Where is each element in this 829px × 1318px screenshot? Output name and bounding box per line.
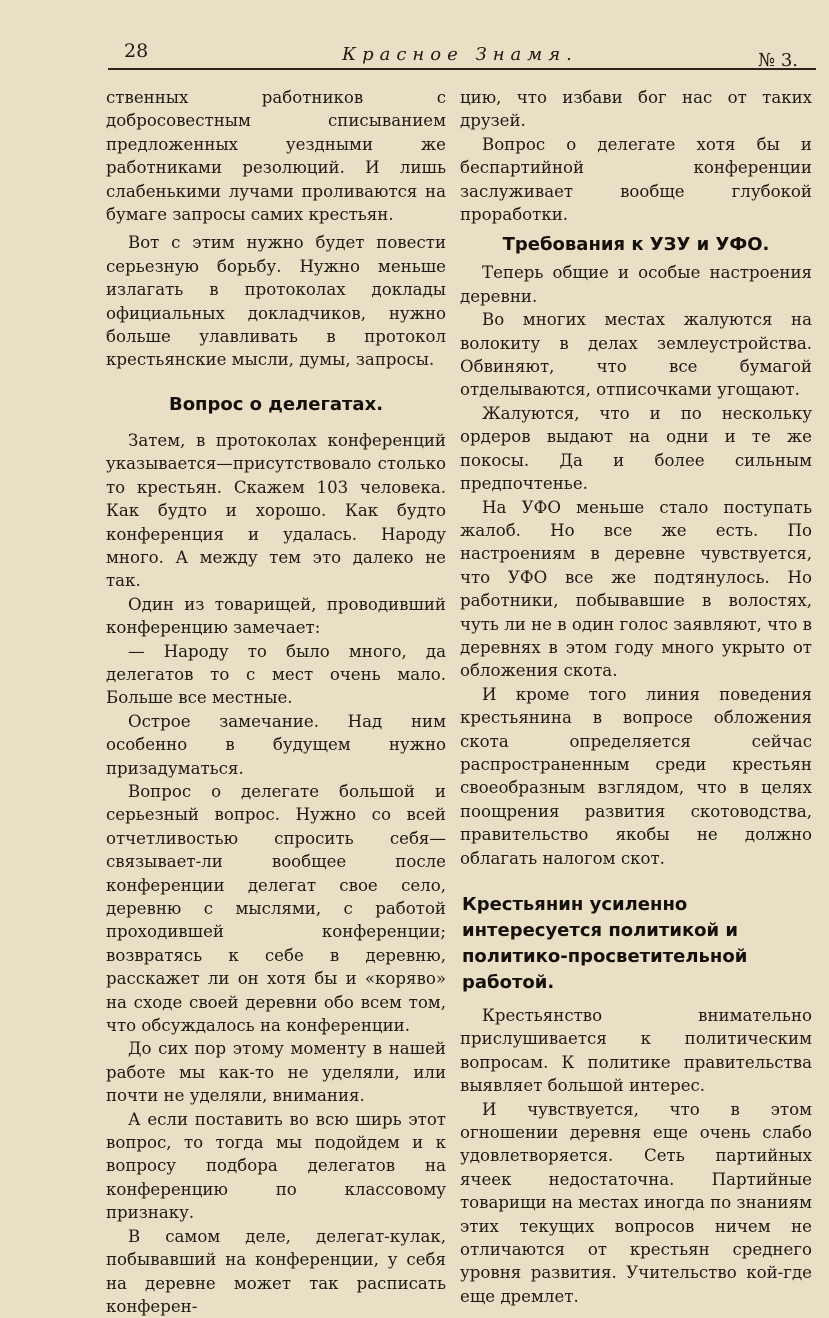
- section-heading: Требования к УЗУ и УФО.: [502, 234, 770, 256]
- paragraph: Острое замечание. Над ним особенно в будущем нужно призадуматься.: [106, 711, 446, 778]
- paragraph: Затем, в протоколах конференций указывается—присутствовало столько то крестьян. Скажем 103 человека. Как будто и хорошо. Как будто конференция и удалась. Народу много. А между тем это далеко не так.: [106, 430, 446, 591]
- paragraph: А если поставить во всю ширь этот вопрос, то тогда мы подойдем и к вопросу подбора делегатов на конференцию по классовому признаку.: [106, 1109, 446, 1223]
- paragraph: Теперь общие и особые настроения деревни.: [460, 263, 812, 306]
- paragraph: В самом деле, делегат-кулак, побывавший на конференции, у себя на деревне может так расписать конферен-: [106, 1226, 446, 1316]
- page-header: [118, 38, 802, 71]
- paragraph: — Народу то было много, да делегатов то с мест очень мало. Больше все местные.: [106, 641, 446, 708]
- left-column: [106, 86, 446, 1318]
- paragraph: Вопрос о делегате большой и серьезный вопрос. Нужно со всей отчетливостью спросить себя—связывает-ли вообщее после конференции делегат свое село, деревню с мыслями, с работой проходившей конференции; возвратясь к себе в деревню, расскажет ли он хотя бы и «коряво» на сходе своей деревни обо всем том, что обсуждалось на конференции.: [106, 781, 446, 1036]
- header-divider: [108, 68, 816, 70]
- paragraph: Один из товарищей, проводивший конференцию замечает:: [106, 594, 446, 638]
- paragraph: И кроме того линия поведения крестьянина в вопросе обложения скота определяется сейчас распространенным среди крестьян своеобразным взглядом, что в целях поощрения развития скотоводства, правительство якобы не должно облагать налогом скот.: [460, 684, 812, 868]
- paragraph: До сих пор этому моменту в нашей работе мы как-то не уделяли, или почти не уделяли, внимания.: [106, 1039, 446, 1106]
- paragraph: И чувствуется, что в этом огношении деревня еще очень слабо удовлетворяется. Сеть партийных ячеек недостаточна. Партийные товарищи на местах иногда по знаниям этих текущих вопросов ничем не отличаются от крестьян среднего уровня развития. Учительство кой-где еще дремлет.: [460, 1099, 812, 1306]
- paragraph: Жалуются, что и по нескольку ордеров выдают на одни и те же покосы. Да и более сильным предпочтенье.: [460, 403, 812, 494]
- paragraph: Во многих местах жалуются на волокиту в делах землеустройства. Обвиняют, что все бумагой отделываются, отписочками угощают.: [460, 310, 812, 400]
- right-column: [460, 86, 812, 1308]
- page-number: 28: [124, 40, 149, 62]
- paragraph: Крестьянство внимательно прислушивается к политическим вопросам. К политике правительства выявляет большой интерес.: [460, 1006, 812, 1096]
- issue-number: № 3.: [758, 50, 798, 71]
- paragraph: Вопрос о делегате хотя бы и беспартийной конференции заслуживает вообще глубокой проработки.: [460, 134, 812, 225]
- journal-title: Красное Знамя.: [342, 44, 578, 65]
- paragraph: Вот с этим нужно будет повести серьезную борьбу. Нужно меньше излагать в протоколах доклады официальных докладчиков, нужно больше улавливать в протокол крестьянские мысли, думы, запросы.: [106, 233, 446, 370]
- paragraph: На УФО меньше стало поступать жалоб. Но все же есть. По настроениям в деревне чувствуется, что УФО все же подтянулось. Но работники, побывавшие в волостях, чуть ли не в один голос заявляют, что в деревнях в этом году много укрыто от обложения скота.: [460, 497, 812, 681]
- section-heading: Вопрос о делегатах.: [168, 393, 384, 415]
- paragraph: ственных работников с добросовестным списыванием предложенных уездными же работниками резолюций. И лишь слабенькими лучами проливаются на бумаге запросы самих крестьян.: [106, 88, 446, 225]
- section-heading: Крестьянин усиленно интересуется политикой и политико-просветительной работой.: [462, 894, 748, 993]
- paragraph: цию, что избави бог нас от таких друзей.: [460, 88, 812, 131]
